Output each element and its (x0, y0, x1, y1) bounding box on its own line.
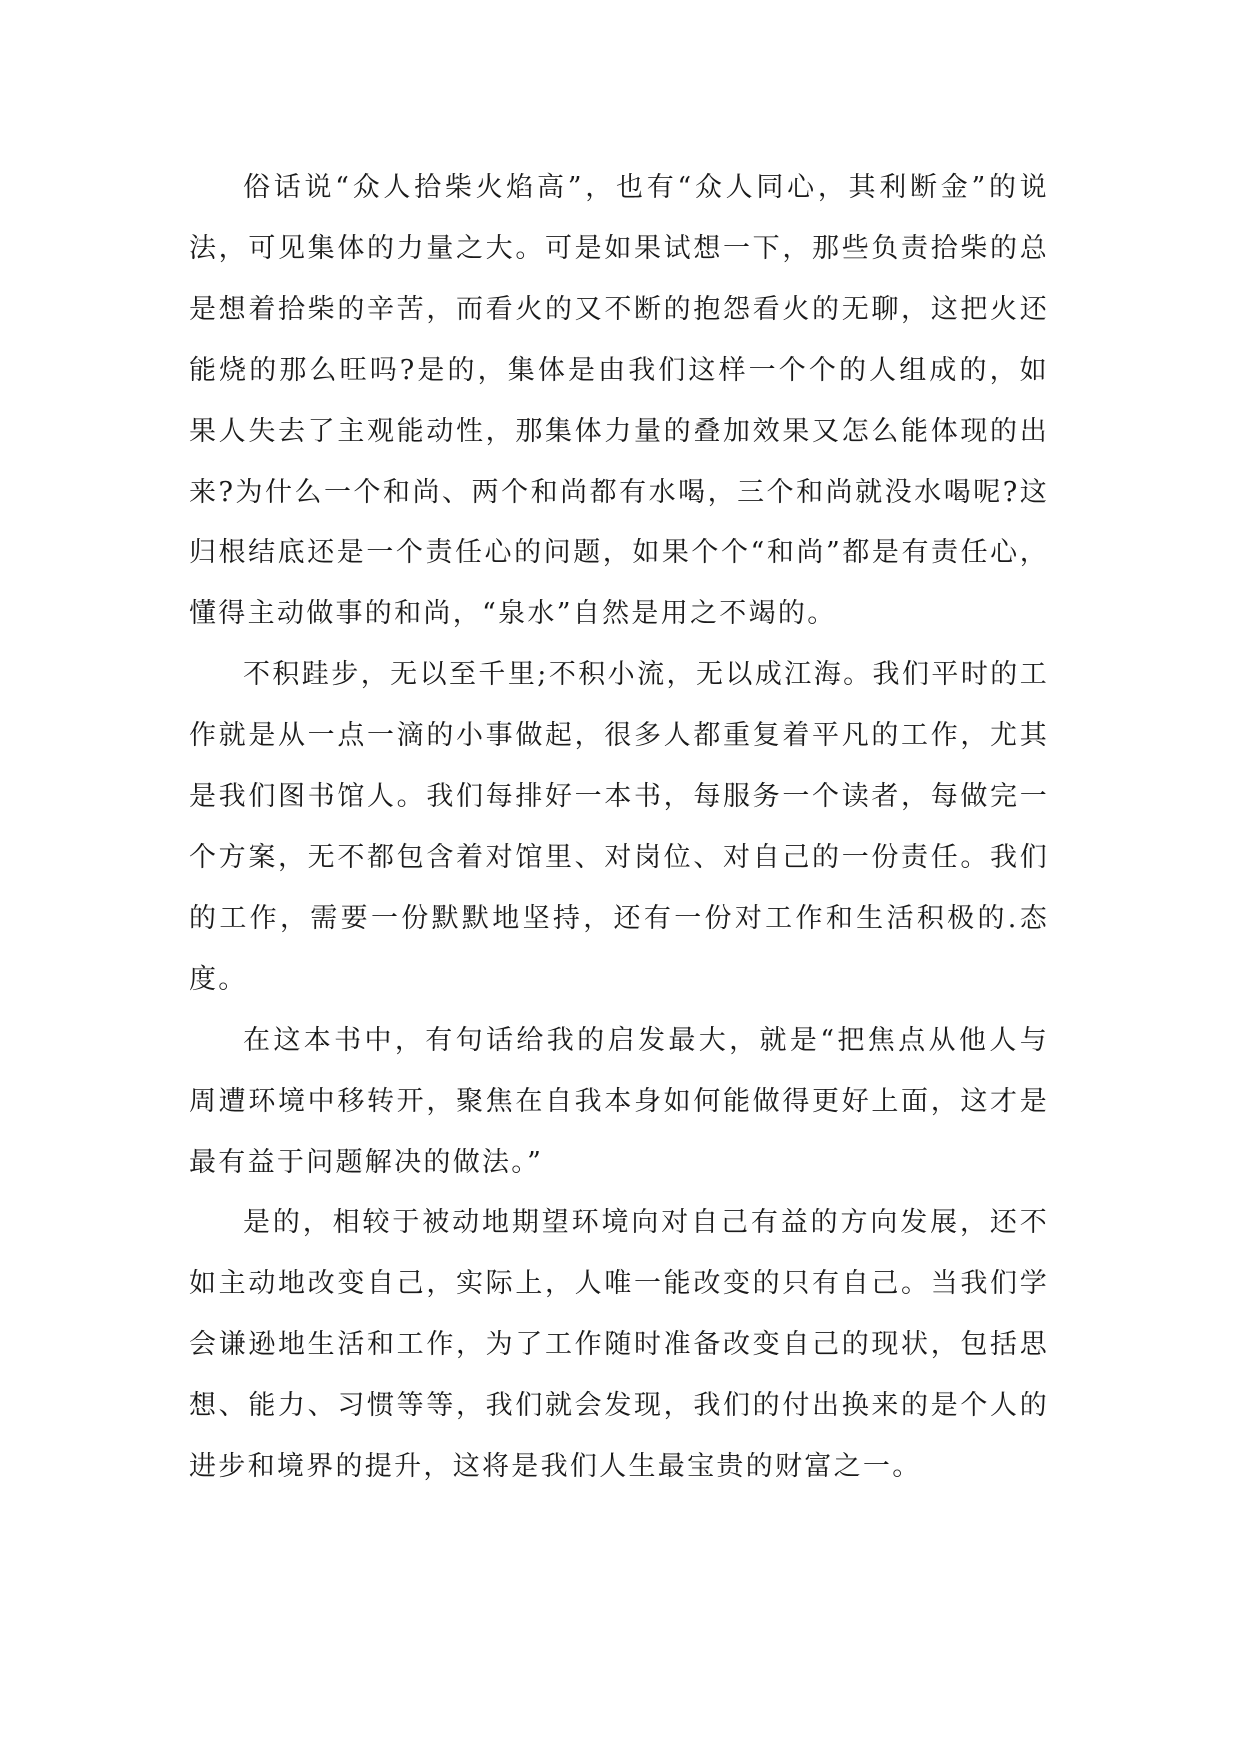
paragraph-small-steps: 不积跬步，无以至千里;不积小流，无以成江海。我们平时的工作就是从一点一滴的小事做起，很多人都重复着平凡的工作，尤其是我们图书馆人。我们每排好一本书，每服务一个读者，每做完一个方案，无不都包含着对馆里、对岗位、对自己的一份责任。我们的工作，需要一份默默地坚持，还有一份对工作和生活积极的.态度。 (189, 659, 1049, 995)
paragraph-book-quote: 在这本书中，有句话给我的启发最大，就是“把焦点从他人与周遭环境中移转开，聚焦在自我本身如何能做得更好上面，这才是最有益于问题解决的做法。” (189, 1024, 1049, 1178)
body-text (189, 158, 1049, 1498)
paragraph-change-self: 是的，相较于被动地期望环境向对自己有益的方向发展，还不如主动地改变自己，实际上，人唯一能改变的只有自己。当我们学会谦逊地生活和工作，为了工作随时准备改变自己的现状，包括思想、能力、习惯等等，我们就会发现，我们的付出换来的是个人的进步和境界的提升，这将是我们人生最宝贵的财富之一。 (189, 1207, 1049, 1483)
paragraph-teamwork: 俗话说“众人拾柴火焰高”，也有“众人同心，其利断金”的说法，可见集体的力量之大。可是如果试想一下，那些负责拾柴的总是想着拾柴的辛苦，而看火的又不断的抱怨看火的无聊，这把火还能烧的那么旺吗?是的，集体是由我们这样一个个的人组成的，如果人失去了主观能动性，那集体力量的叠加效果又怎么能体现的出来?为什么一个和尚、两个和尚都有水喝，三个和尚就没水喝呢?这归根结底还是一个责任心的问题，如果个个“和尚”都是有责任心，懂得主动做事的和尚，“泉水”自然是用之不竭的。 (189, 172, 1049, 630)
